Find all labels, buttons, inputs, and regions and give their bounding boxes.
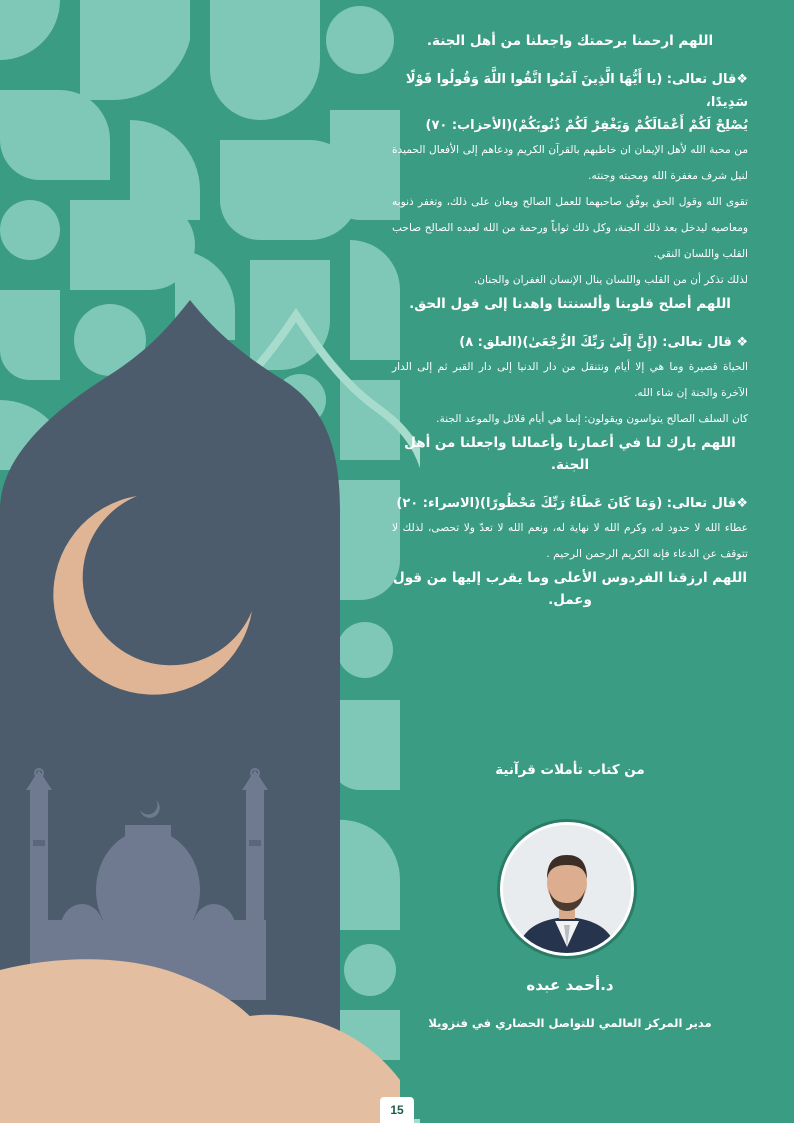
author-portrait-icon: [503, 825, 631, 953]
section1-para2: تقوى الله وقول الحق يوفّق صاحبهما للعمل الصالح ويعان على ذلك، وتغفر ذنوبه ومعاصيه ليدخل بعد ذلك الجنة، وكل ذلك ثواباً ورحمة من الله لعبده الصالح صاحب القلب واللسان النقي.: [392, 196, 748, 260]
opening-dua: اللهم ارحمنا برحمتك واجعلنا من أهل الجنة.: [426, 33, 714, 49]
section2-dua: اللهم بارك لنا في أعمارنا وأعمالنا واجعلنا من أهل الجنة.: [404, 435, 736, 473]
author-name: د.أحمد عبده: [526, 976, 614, 994]
verse-ahzab-line2: يُصْلِحْ لَكُمْ أَعْمَالَكُمْ وَيَغْفِرْ لَكُمْ ذُنُوبَكُمْ)(الأحزاب: ٧٠): [425, 118, 748, 133]
section2-para1: الحياة قصيرة وما هي إلا أيام ونتنقل من دار الدنيا إلى دار القبر ثم إلى الدار الآخرة والجنة إن شاء الله.: [392, 361, 748, 399]
section1-para3: لذلك تذكر أن من القلب واللسان ينال الإنسان الغفران والجنان.: [473, 274, 748, 286]
author-title: مدير المركز العالمي للتواصل الحضاري في فنزويلا: [428, 1016, 712, 1030]
book-source: من كتاب تأملات قرآنية: [495, 762, 645, 778]
verse-alaq: ❖ قال تعالى: (إِنَّ إِلَىٰ رَبِّكَ الرُّجْعَىٰ)(العلق: ٨): [459, 335, 748, 350]
author-photo: [500, 822, 634, 956]
page-number: 15: [380, 1097, 414, 1123]
section2-para2: كان السلف الصالح يتواسون ويقولون: إنما هي أيام قلائل والموعد الجنة.: [436, 413, 748, 425]
verse-isra: ❖قال تعالى: (وَمَا كَانَ عَطَاءُ رَبِّكَ مَحْظُورًا)(الاسراء: ٢٠): [396, 496, 748, 511]
section3-para1: عطاء الله لا حدود له، وكرم الله لا نهاية له، ونعم الله لا تعدّ ولا تحصى، لذلك لا تتوقف عن الدعاء فإنه الكريم الرحمن الرحيم .: [392, 522, 748, 560]
article: [392, 30, 748, 611]
section3-dua: اللهم ارزقنا الفردوس الأعلى وما يقرب إليها من قول وعمل.: [392, 570, 747, 608]
section1-dua: اللهم أصلح قلوبنا وألسنتنا واهدنا إلى قول الحق.: [409, 296, 731, 312]
verse-ahzab-line1: ❖قال تعالى: (يا أَيُّهَا الَّذِينَ آمَنُوا اتَّقُوا اللَّهَ وَقُولُوا قَوْلًا سَدِيدًا،: [405, 72, 748, 110]
section1-para1: من محبة الله لأهل الإيمان ان خاطبهم بالقرآن الكريم ودعاهم إلى الأفعال الحميدة لنيل شرف مغفرة الله ومحبته وجنته.: [392, 144, 748, 182]
